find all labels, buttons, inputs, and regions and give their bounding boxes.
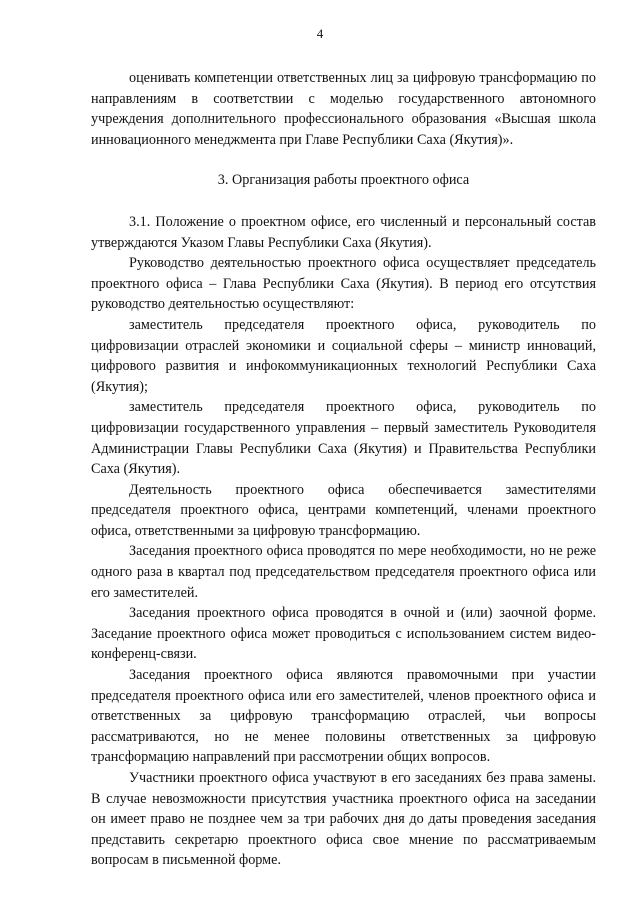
- paragraph: Заседания проектного офиса проводятся в очной и (или) заочной форме. Заседание проектного офиса может проводиться с использованием систем видео-конференц-связи.: [91, 605, 596, 663]
- section-title: 3. Организация работы проектного офиса: [217, 172, 470, 189]
- document-body: [91, 68, 596, 871]
- paragraph: Заседания проектного офиса проводятся по мере необходимости, но не реже одного раза в квартал под председательством председателя проектного офиса или его заместителей.: [91, 543, 596, 601]
- paragraph: оценивать компетенции ответственных лиц за цифровую трансформацию по направлениям в соответствии с моделью государственного автономного учреждения дополнительного профессионального образования «Высшая школа инновационного менеджмента при Главе Республики Саха (Якутия)».: [91, 70, 596, 148]
- page-number: 4: [316, 26, 324, 41]
- paragraph: заместитель председателя проектного офиса, руководитель по цифровизации отраслей экономики и социальной сферы – министр инноваций, цифрового развития и инфокоммуникационных технологий Республики Саха (Якутия);: [91, 316, 596, 395]
- paragraph: заместитель председателя проектного офиса, руководитель по цифровизации государственного управления – первый заместитель Руководителя Администрации Главы Республики Саха (Якутия) и Правительства Республики Саха (Якутия).: [91, 399, 596, 478]
- paragraph: Руководство деятельностью проектного офиса осуществляет председатель проектного офиса – Глава Республики Саха (Якутия). В период его отсутствия руководство деятельностью осуществляют:: [91, 255, 596, 313]
- paragraph: Участники проектного офиса участвуют в его заседаниях без права замены. В случае невозможности присутствия участника проектного офиса на заседании он имеет право не позднее чем за три рабочих дня до даты проведения заседания представить секретарю проектного офиса свое мнение по рассматриваемым вопросам в письменной форме.: [91, 770, 596, 869]
- paragraph: 3.1. Положение о проектном офисе, его численный и персональный состав утверждаются Указом Главы Республики Саха (Якутия).: [91, 213, 596, 251]
- paragraph: Заседания проектного офиса являются правомочными при участии председателя проектного офиса или его заместителей, членов проектного офиса и ответственных за цифровую трансформацию отраслей, чьи вопросы рассматриваются, но не менее половины ответственных за цифровую трансформацию направлений при рассмотрении общих вопросов.: [91, 667, 596, 766]
- paragraph: Деятельность проектного офиса обеспечивается заместителями председателя проектного офиса, центрами компетенций, членами проектного офиса, ответственными за цифровую трансформацию.: [91, 481, 596, 539]
